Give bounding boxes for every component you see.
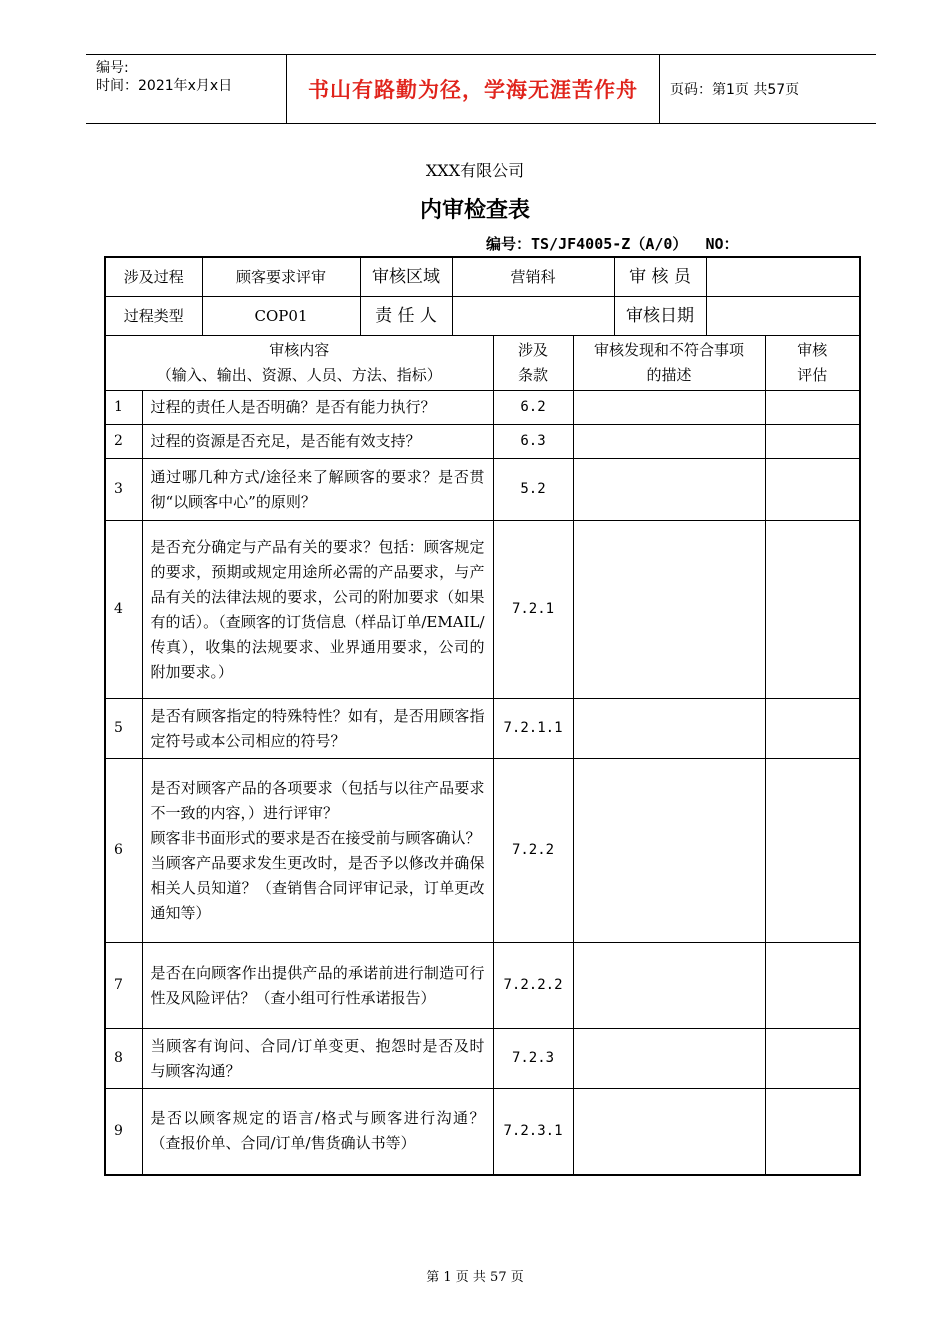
row-audit-content: 是否以顾客规定的语言/格式与顾客进行沟通？（查报价单、合同/订单/售货确认书等）: [142, 1089, 493, 1175]
row-clause: 5.2: [493, 459, 573, 521]
col-header-clause: [493, 336, 573, 391]
table-row: [105, 759, 860, 943]
row-evaluation-cell[interactable]: [765, 1089, 860, 1175]
row-evaluation-cell[interactable]: [765, 459, 860, 521]
header-motto: 书山有路勤为径，学海无涯苦作舟: [308, 78, 638, 102]
header-number-label: 编号:: [96, 60, 129, 76]
row-evaluation-cell[interactable]: [765, 425, 860, 459]
process-value: 顾客要求评审: [202, 257, 360, 297]
row-findings-cell[interactable]: [573, 699, 765, 759]
area-label: 审核区域: [360, 257, 452, 297]
row-number: 7: [105, 943, 142, 1029]
row-clause: 7.2.3: [493, 1029, 573, 1089]
auditor-label: 审 核 员: [614, 257, 706, 297]
header-meta: [86, 55, 287, 123]
col-header-findings: [573, 336, 765, 391]
table-row: [105, 459, 860, 521]
column-header-row: [105, 336, 860, 391]
row-clause: 7.2.1.1: [493, 699, 573, 759]
col-header-clause-line2: 条款: [518, 366, 549, 384]
row-clause: 7.2.3.1: [493, 1089, 573, 1175]
row-audit-content: 是否有顾客指定的特殊特性？如有，是否用顾客指定符号或本公司相应的符号？: [142, 699, 493, 759]
row-audit-content: 过程的资源是否充足，是否能有效支持？: [142, 425, 493, 459]
row-evaluation-cell[interactable]: [765, 1029, 860, 1089]
row-audit-content: 过程的责任人是否明确？是否有能力执行？: [142, 391, 493, 425]
col-header-content-line2: （输入、输出、资源、人员、方法、指标）: [156, 366, 442, 384]
row-audit-content: 通过哪几种方式/途径来了解顾客的要求？是否贯彻“以顾客中心”的原则？: [142, 459, 493, 521]
col-header-clause-line1: 涉及: [518, 341, 549, 359]
row-findings-cell[interactable]: [573, 459, 765, 521]
row-number: 9: [105, 1089, 142, 1175]
row-number: 6: [105, 759, 142, 943]
type-label: 过程类型: [105, 297, 202, 336]
row-audit-content: 是否充分确定与产品有关的要求？包括：顾客规定的要求，预期或规定用途所必需的产品要求，与产品有关的法律法规的要求，公司的附加要求（如果有的话）。（查顾客的订货信息（样品订单/EMAIL/传真），收集的法规要求、业界通用要求，公司的附加要求。）: [142, 521, 493, 699]
row-number: 8: [105, 1029, 142, 1089]
row-number: 2: [105, 425, 142, 459]
table-row: [105, 391, 860, 425]
header-motto-cell: [287, 55, 660, 123]
row-evaluation-cell[interactable]: [765, 699, 860, 759]
info-row-1: [105, 257, 860, 297]
header-date: 时间：2021年x月x日: [96, 78, 233, 94]
table-row: [105, 521, 860, 699]
col-header-evaluation: [765, 336, 860, 391]
row-clause: 6.2: [493, 391, 573, 425]
responsible-label: 责 任 人: [360, 297, 452, 336]
row-clause: 7.2.2.2: [493, 943, 573, 1029]
type-value: COP01: [202, 297, 360, 336]
company-name: XXX有限公司: [425, 161, 525, 180]
col-header-content-line1: 审核内容: [269, 341, 330, 359]
table-row: [105, 1029, 860, 1089]
header-page-info: 页码：第1页 共57页: [670, 82, 800, 98]
area-value: 营销科: [452, 257, 614, 297]
table-row: [105, 943, 860, 1029]
page-title: 内审检查表: [419, 198, 530, 223]
auditor-value[interactable]: [706, 257, 860, 297]
table-row: [105, 1089, 860, 1175]
row-evaluation-cell[interactable]: [765, 759, 860, 943]
row-evaluation-cell[interactable]: [765, 521, 860, 699]
audit-date-value[interactable]: [706, 297, 860, 336]
col-header-eval-line1: 审核: [797, 341, 828, 359]
row-findings-cell[interactable]: [573, 521, 765, 699]
audit-date-label: 审核日期: [614, 297, 706, 336]
header-page-cell: [660, 55, 876, 123]
process-label: 涉及过程: [105, 257, 202, 297]
row-number: 3: [105, 459, 142, 521]
row-audit-content: 当顾客有询问、合同/订单变更、抱怨时是否及时与顾客沟通？: [142, 1029, 493, 1089]
info-row-2: [105, 297, 860, 336]
row-findings-cell[interactable]: [573, 759, 765, 943]
col-header-findings-line2: 的描述: [646, 366, 692, 384]
row-number: 4: [105, 521, 142, 699]
row-audit-content: 是否对顾客产品的各项要求（包括与以往产品要求不一致的内容，）进行评审？ 顾客非书面形式的要求是否在接受前与顾客确认？ 当顾客产品要求发生更改时，是否予以修改并确保相关人员知道？（查销售合同评审记录，订单更改通知等）: [142, 759, 493, 943]
row-clause: 7.2.2: [493, 759, 573, 943]
col-header-eval-line2: 评估: [797, 366, 828, 384]
col-header-findings-line1: 审核发现和不符合事项: [594, 341, 745, 359]
document-number: 编号：TS/JF4005-Z（A/0） NO：: [486, 235, 739, 253]
row-findings-cell[interactable]: [573, 943, 765, 1029]
row-clause: 7.2.1: [493, 521, 573, 699]
table-row: [105, 699, 860, 759]
responsible-value[interactable]: [452, 297, 614, 336]
page-footer: 第 1 页 共 57 页: [426, 1270, 524, 1285]
row-evaluation-cell[interactable]: [765, 391, 860, 425]
checklist-rows: [105, 391, 860, 1175]
row-number: 1: [105, 391, 142, 425]
running-header: [86, 54, 876, 124]
row-findings-cell[interactable]: [573, 425, 765, 459]
col-header-content: [105, 336, 493, 391]
audit-checklist-table: [104, 256, 861, 1176]
table-row: [105, 425, 860, 459]
row-findings-cell[interactable]: [573, 1089, 765, 1175]
row-findings-cell[interactable]: [573, 391, 765, 425]
row-evaluation-cell[interactable]: [765, 943, 860, 1029]
row-clause: 6.3: [493, 425, 573, 459]
row-findings-cell[interactable]: [573, 1029, 765, 1089]
row-number: 5: [105, 699, 142, 759]
row-audit-content: 是否在向顾客作出提供产品的承诺前进行制造可行性及风险评估？（查小组可行性承诺报告）: [142, 943, 493, 1029]
